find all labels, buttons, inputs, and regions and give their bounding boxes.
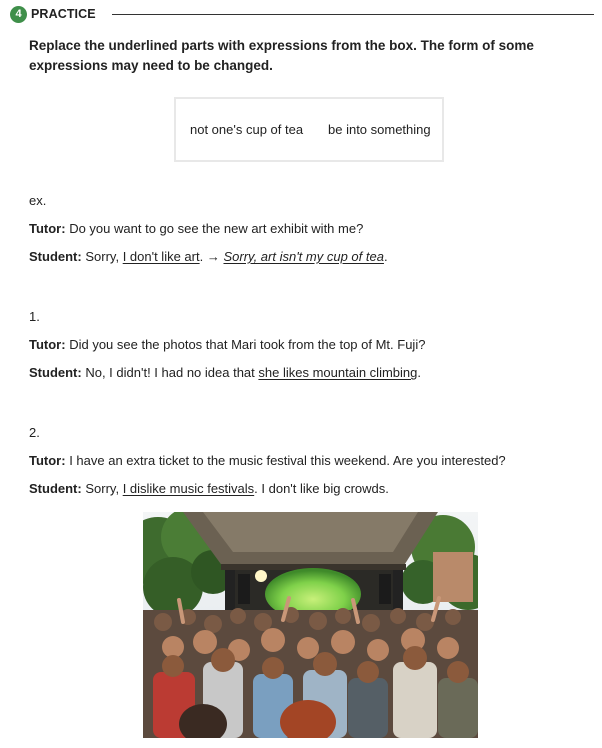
header-divider [112, 14, 594, 15]
instructions: Replace the underlined parts with expressions from the box. The form of some expressions may need to be changed. [29, 38, 534, 73]
example-student-line [29, 249, 388, 264]
speaker-label: Student: [29, 249, 82, 264]
student-text-end: . [417, 365, 421, 380]
speaker-label: Student: [29, 481, 82, 496]
section-title: PRACTICE [31, 7, 96, 21]
example-answer: Sorry, art isn't my cup of tea [223, 249, 384, 264]
expression-item: not one's cup of tea [190, 122, 304, 137]
expression-item: be into something [328, 122, 431, 137]
music-festival-photo [143, 512, 478, 738]
section-header [10, 4, 594, 24]
speaker-label: Tutor: [29, 453, 66, 468]
section-number-badge: 4 [10, 6, 27, 23]
example-label: ex. [29, 193, 47, 208]
tutor-text: I have an extra ticket to the music festival this weekend. Are you interested? [69, 453, 506, 468]
underlined-phrase: I don't like art [122, 249, 200, 264]
underlined-phrase: she likes mountain climbing [258, 365, 418, 380]
tutor-text: Did you see the photos that Mari took from the top of Mt. Fuji? [69, 337, 426, 352]
speaker-label: Tutor: [29, 221, 66, 236]
student-text: Sorry, [85, 481, 120, 496]
student-text-end: . [199, 249, 204, 264]
student-text-end: . I don't like big crowds. [254, 481, 389, 496]
student-text: No, I didn't! I had no idea that [85, 365, 255, 380]
item-2-student-line [29, 481, 389, 496]
item-2-tutor-line [29, 453, 506, 468]
speaker-label: Tutor: [29, 337, 66, 352]
underlined-phrase: I dislike music festivals [122, 481, 255, 496]
item-1-label: 1. [29, 309, 40, 324]
item-1-student-line [29, 365, 421, 380]
arrow-icon: → [206, 249, 220, 264]
student-text: Sorry, [85, 249, 120, 264]
expression-box [174, 97, 444, 162]
item-2-label: 2. [29, 425, 40, 440]
speaker-label: Student: [29, 365, 82, 380]
example-tutor-line [29, 221, 363, 236]
answer-end: . [383, 249, 388, 264]
tutor-text: Do you want to go see the new art exhibit with me? [69, 221, 364, 236]
item-1-tutor-line [29, 337, 425, 352]
